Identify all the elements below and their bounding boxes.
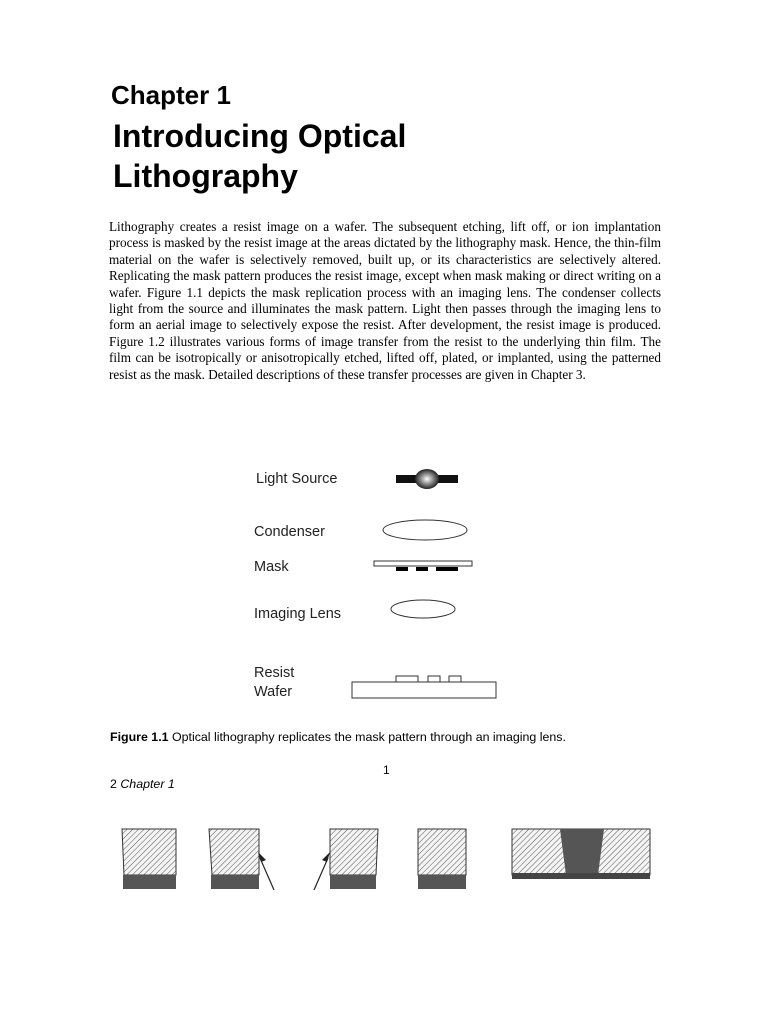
running-head-chapter: Chapter 1 xyxy=(120,777,175,791)
light-source-icon xyxy=(396,469,458,489)
page-number: 1 xyxy=(383,763,390,777)
mask-icon xyxy=(374,561,472,571)
running-head-number: 2 xyxy=(110,777,117,791)
transfer-form-2-icon xyxy=(209,829,274,890)
label-condenser: Condenser xyxy=(254,524,325,540)
body-paragraph: Lithography creates a resist image on a wafer. The subsequent etching, lift off, or ion implantation process is masked by the resist image at the areas dictated by the lithography mask. Hence, the thin-film material on the wafer is selectively removed, built up, or its characteristics are selectively altered. Replicating the mask pattern produces the resist image, except when mask making or direct writing on a wafer. Figure 1.1 depicts the mask replication process with an imaging lens. The condenser collects light from the source and illuminates the mask pattern. Light then passes through the imaging lens to form an aerial image to selectively expose the resist. After development, the resist image is produced. Figure 1.2 illustrates various forms of image transfer from the resist to the underlying thin film. The film can be isotropically or anisotropically etched, lifted off, plated, or implanted, using the patterned resist as the mask. Detailed descriptions of these transfer processes are given in Chapter 3. xyxy=(109,219,661,382)
label-imaging-lens: Imaging Lens xyxy=(254,606,342,622)
transfer-form-5-icon xyxy=(512,829,650,879)
chapter-label: Chapter 1 xyxy=(111,80,231,110)
label-mask: Mask xyxy=(254,559,289,575)
transfer-form-3-icon xyxy=(314,829,378,890)
figure-caption xyxy=(110,730,566,744)
transfer-form-4-icon xyxy=(418,829,466,889)
transfer-form-1-icon xyxy=(122,829,176,889)
running-head xyxy=(110,777,175,791)
imaging-lens-icon xyxy=(391,600,455,618)
caption-text: Optical lithography replicates the mask pattern through an imaging lens. xyxy=(168,730,566,744)
title-line-1: Introducing Optical xyxy=(113,118,407,154)
label-light-source: Light Source xyxy=(256,471,338,487)
label-wafer: Wafer xyxy=(254,684,293,700)
title-line-2: Lithography xyxy=(113,158,298,194)
caption-number: Figure 1.1 xyxy=(110,730,169,744)
label-resist: Resist xyxy=(254,665,295,681)
resist-wafer-icon xyxy=(352,676,496,698)
condenser-lens-icon xyxy=(383,520,467,540)
